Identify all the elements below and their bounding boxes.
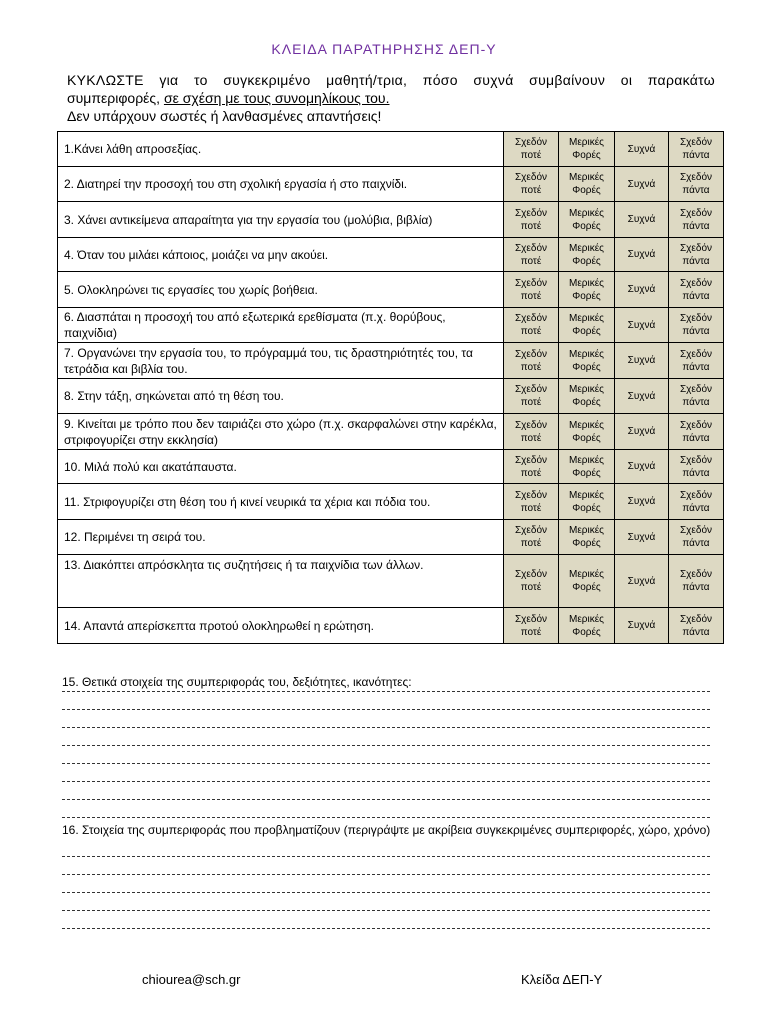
option-often-label: Συχνά bbox=[627, 178, 656, 190]
option-often-label: Συχνά bbox=[627, 284, 656, 295]
option-almost-never[interactable] bbox=[504, 484, 559, 520]
option-almost-always-label: πάντα bbox=[682, 150, 710, 161]
option-sometimes-label: Φορές bbox=[572, 361, 601, 373]
option-often-label: Συχνά bbox=[627, 620, 656, 631]
option-often-label: Συχνά bbox=[627, 319, 656, 331]
rating-table-body bbox=[58, 132, 724, 644]
option-sometimes-label: Φορές bbox=[572, 150, 601, 161]
option-sometimes[interactable] bbox=[559, 343, 615, 379]
option-often-label: Συχνά bbox=[627, 390, 656, 402]
question-text: 9. Κινείται με τρόπο που δεν ταιριάζει στο χώρο (π.χ. σκαρφαλώνει στην καρέκλα, στριφογυρίζει στην εκκλησία) bbox=[58, 414, 504, 450]
option-sometimes-label: Φορές bbox=[572, 502, 601, 514]
option-almost-always[interactable] bbox=[669, 132, 724, 167]
answer-line[interactable] bbox=[62, 910, 710, 911]
option-almost-never-label: ποτέ bbox=[520, 467, 542, 479]
question-row bbox=[58, 238, 724, 272]
option-almost-always[interactable] bbox=[669, 484, 724, 520]
option-almost-never-label: ποτέ bbox=[520, 582, 542, 593]
option-almost-never-label: Σχεδόν bbox=[514, 277, 548, 289]
option-almost-always-label: Σχεδόν bbox=[679, 569, 713, 580]
question-row bbox=[58, 308, 724, 343]
option-almost-never[interactable] bbox=[504, 520, 559, 555]
option-almost-always-label: Σχεδόν bbox=[679, 525, 713, 536]
option-almost-always-label: πάντα bbox=[682, 326, 710, 337]
option-almost-always-label: Σχεδόν bbox=[679, 207, 713, 219]
option-almost-always-label: Σχεδόν bbox=[679, 277, 713, 289]
option-almost-never-label: ποτέ bbox=[520, 397, 542, 408]
option-almost-never-label: ποτέ bbox=[520, 326, 542, 337]
option-almost-never-label: Σχεδόν bbox=[514, 525, 548, 536]
question-row bbox=[58, 484, 724, 520]
option-sometimes-label: Μερικές bbox=[569, 348, 604, 360]
option-almost-never[interactable] bbox=[504, 132, 559, 167]
instructions-line-1: ΚΥΚΛΩΣΤΕ για το συγκεκριμένο μαθητή/τρια, πόσο συχνά συμβαίνουν οι παρακάτω bbox=[67, 72, 715, 88]
question-text: 11. Στριφογυρίζει στη θέση του ή κινεί νευρικά τα χέρια και πόδια του. bbox=[58, 484, 504, 520]
footer-document-name: Κλείδα ΔΕΠ-Υ bbox=[521, 972, 603, 987]
option-sometimes[interactable] bbox=[559, 308, 615, 343]
option-almost-never-label: ποτέ bbox=[520, 502, 542, 514]
option-sometimes[interactable] bbox=[559, 167, 615, 202]
option-often-label: Συχνά bbox=[627, 355, 656, 366]
instructions-line-3: Δεν υπάρχουν σωστές ή λανθασμένες απαντήσεις! bbox=[67, 108, 382, 124]
option-almost-always[interactable] bbox=[669, 272, 724, 308]
option-almost-always-label: Σχεδόν bbox=[679, 384, 713, 395]
option-sometimes-label: Μερικές bbox=[569, 137, 604, 148]
option-almost-always-label: πάντα bbox=[682, 502, 710, 514]
option-sometimes[interactable] bbox=[559, 450, 615, 484]
option-almost-always-label: Σχεδόν bbox=[679, 242, 713, 254]
option-almost-always-label: πάντα bbox=[682, 361, 710, 373]
answer-line[interactable] bbox=[62, 892, 710, 893]
option-almost-never[interactable] bbox=[504, 272, 559, 308]
option-almost-always[interactable] bbox=[669, 238, 724, 272]
option-sometimes[interactable] bbox=[559, 238, 615, 272]
option-almost-never-label: ποτέ bbox=[520, 150, 542, 161]
instructions-line-2-text: συμπεριφορές, bbox=[67, 90, 164, 106]
option-almost-always[interactable] bbox=[669, 167, 724, 202]
option-sometimes-label: Μερικές bbox=[569, 489, 604, 501]
option-often-label: Συχνά bbox=[627, 496, 656, 507]
option-almost-always-label: Σχεδόν bbox=[679, 313, 713, 324]
option-almost-never-label: Σχεδόν bbox=[514, 384, 548, 395]
option-almost-always[interactable] bbox=[669, 343, 724, 379]
option-almost-never[interactable] bbox=[504, 202, 559, 238]
option-almost-never-label: Σχεδόν bbox=[514, 207, 548, 219]
option-sometimes-label: Μερικές bbox=[569, 419, 604, 431]
option-almost-always[interactable] bbox=[669, 450, 724, 484]
option-almost-never-label: Σχεδόν bbox=[514, 454, 548, 466]
option-often[interactable] bbox=[615, 167, 669, 202]
question-text: 13. Διακόπτει απρόσκλητα τις συζητήσεις ή τα παιχνίδια των άλλων. bbox=[58, 555, 504, 608]
answer-line[interactable] bbox=[62, 856, 710, 857]
option-almost-always[interactable] bbox=[669, 555, 724, 608]
option-almost-always-label: πάντα bbox=[682, 432, 710, 444]
option-almost-never-label: ποτέ bbox=[520, 290, 542, 302]
option-almost-never[interactable] bbox=[504, 555, 559, 608]
option-often[interactable] bbox=[615, 132, 669, 167]
option-often-label: Συχνά bbox=[627, 249, 656, 260]
option-sometimes-label: Φορές bbox=[572, 220, 601, 232]
answer-line[interactable] bbox=[62, 727, 710, 728]
option-sometimes[interactable] bbox=[559, 272, 615, 308]
rating-table bbox=[57, 131, 724, 644]
section-16-heading: 16. Στοιχεία της συμπεριφοράς που προβληματίζουν (περιγράψτε με ακρίβεια συγκεκριμένες συμπεριφορές, χώρο, χρόνο) bbox=[62, 823, 711, 837]
option-almost-always-label: πάντα bbox=[682, 467, 710, 479]
answer-line[interactable] bbox=[62, 928, 710, 929]
option-often[interactable] bbox=[615, 238, 669, 272]
option-often[interactable] bbox=[615, 308, 669, 343]
option-almost-never-label: ποτέ bbox=[520, 432, 542, 444]
answer-line[interactable] bbox=[62, 709, 710, 710]
option-almost-never[interactable] bbox=[504, 308, 559, 343]
page-title: ΚΛΕΙΔΑ ΠΑΡΑΤΗΡΗΣΗΣ ΔΕΠ-Υ bbox=[271, 41, 497, 57]
option-sometimes[interactable] bbox=[559, 520, 615, 555]
instructions-underlined-text: σε σχέση με τους συνομηλίκους του. bbox=[163, 90, 390, 106]
question-row bbox=[58, 555, 724, 608]
option-almost-always[interactable] bbox=[669, 414, 724, 450]
option-often[interactable] bbox=[615, 520, 669, 555]
option-often[interactable] bbox=[615, 555, 669, 608]
question-text: 5. Ολοκληρώνει τις εργασίες του χωρίς βοήθεια. bbox=[58, 272, 504, 308]
option-sometimes[interactable] bbox=[559, 484, 615, 520]
option-sometimes-label: Φορές bbox=[572, 467, 601, 479]
option-almost-always-label: πάντα bbox=[682, 255, 710, 267]
option-almost-always-label: Σχεδόν bbox=[679, 137, 713, 148]
option-often[interactable] bbox=[615, 343, 669, 379]
option-almost-always-label: πάντα bbox=[682, 185, 710, 196]
option-almost-always-label: πάντα bbox=[682, 290, 710, 302]
option-almost-never[interactable] bbox=[504, 238, 559, 272]
option-often-label: Συχνά bbox=[627, 214, 656, 225]
option-almost-always[interactable] bbox=[669, 308, 724, 343]
answer-line[interactable] bbox=[62, 799, 710, 800]
option-almost-never[interactable] bbox=[504, 379, 559, 414]
option-almost-never-label: ποτέ bbox=[520, 220, 542, 232]
option-sometimes-label: Μερικές bbox=[569, 207, 604, 219]
option-often-label: Συχνά bbox=[627, 575, 656, 587]
question-row bbox=[58, 608, 724, 644]
option-almost-never-label: Σχεδόν bbox=[514, 313, 548, 324]
option-almost-always-label: πάντα bbox=[682, 397, 710, 408]
option-almost-never-label: ποτέ bbox=[520, 538, 542, 549]
option-almost-never-label: ποτέ bbox=[520, 255, 542, 267]
option-almost-never-label: Σχεδόν bbox=[514, 613, 548, 625]
option-almost-always-label: πάντα bbox=[682, 582, 710, 593]
footer-email: chiourea@sch.gr bbox=[142, 972, 241, 987]
question-text: 14. Απαντά απερίσκεπτα προτού ολοκληρωθεί η ερώτηση. bbox=[58, 608, 504, 644]
option-often-label: Συχνά bbox=[627, 531, 656, 543]
option-sometimes-label: Φορές bbox=[572, 290, 601, 302]
option-almost-never-label: Σχεδόν bbox=[514, 348, 548, 360]
option-sometimes-label: Μερικές bbox=[569, 384, 604, 395]
option-almost-never-label: Σχεδόν bbox=[514, 489, 548, 501]
option-almost-never[interactable] bbox=[504, 167, 559, 202]
question-row bbox=[58, 343, 724, 379]
option-sometimes[interactable] bbox=[559, 132, 615, 167]
option-sometimes-label: Φορές bbox=[572, 626, 601, 638]
option-often[interactable] bbox=[615, 608, 669, 644]
option-almost-always-label: Σχεδόν bbox=[679, 172, 713, 183]
question-text: 8. Στην τάξη, σηκώνεται από τη θέση του. bbox=[58, 379, 504, 414]
question-text: 4. Όταν του μιλάει κάποιος, μοιάζει να μην ακούει. bbox=[58, 238, 504, 272]
option-often[interactable] bbox=[615, 450, 669, 484]
question-text: 12. Περιμένει τη σειρά του. bbox=[58, 520, 504, 555]
question-text: 3. Χάνει αντικείμενα απαραίτητα για την εργασία του (μολύβια, βιβλία) bbox=[58, 202, 504, 238]
option-sometimes[interactable] bbox=[559, 379, 615, 414]
question-row bbox=[58, 520, 724, 555]
option-sometimes-label: Μερικές bbox=[569, 313, 604, 324]
option-often[interactable] bbox=[615, 414, 669, 450]
option-almost-always-label: Σχεδόν bbox=[679, 454, 713, 466]
question-row bbox=[58, 414, 724, 450]
option-sometimes[interactable] bbox=[559, 608, 615, 644]
option-sometimes-label: Φορές bbox=[572, 432, 601, 444]
answer-line[interactable] bbox=[62, 745, 710, 746]
option-sometimes-label: Μερικές bbox=[569, 172, 604, 183]
option-sometimes-label: Φορές bbox=[572, 185, 601, 196]
option-almost-never-label: Σχεδόν bbox=[514, 137, 548, 148]
option-often-label: Συχνά bbox=[627, 143, 656, 155]
answer-line[interactable] bbox=[62, 874, 710, 875]
question-row bbox=[58, 272, 724, 308]
option-almost-always-label: Σχεδόν bbox=[679, 613, 713, 625]
option-often[interactable] bbox=[615, 272, 669, 308]
option-almost-never[interactable] bbox=[504, 343, 559, 379]
option-almost-always-label: Σχεδόν bbox=[679, 419, 713, 431]
option-sometimes[interactable] bbox=[559, 555, 615, 608]
answer-line[interactable] bbox=[62, 691, 710, 692]
instructions bbox=[67, 71, 715, 125]
option-sometimes-label: Φορές bbox=[572, 582, 601, 593]
option-sometimes[interactable] bbox=[559, 414, 615, 450]
question-row bbox=[58, 167, 724, 202]
option-almost-never[interactable] bbox=[504, 608, 559, 644]
question-row bbox=[58, 379, 724, 414]
option-sometimes-label: Μερικές bbox=[569, 277, 604, 289]
option-almost-never[interactable] bbox=[504, 450, 559, 484]
option-almost-never-label: Σχεδόν bbox=[514, 419, 548, 431]
question-row bbox=[58, 202, 724, 238]
question-text: 2. Διατηρεί την προσοχή του στη σχολική εργασία ή στο παιχνίδι. bbox=[58, 167, 504, 202]
option-often[interactable] bbox=[615, 379, 669, 414]
option-sometimes-label: Μερικές bbox=[569, 525, 604, 536]
option-almost-never-label: Σχεδόν bbox=[514, 569, 548, 580]
option-sometimes-label: Φορές bbox=[572, 326, 601, 337]
question-text: 7. Οργανώνει την εργασία του, το πρόγραμμά του, τις δραστηριότητές του, τα τετράδια και βιβλία του. bbox=[58, 343, 504, 379]
answer-line[interactable] bbox=[62, 817, 710, 818]
option-almost-always-label: πάντα bbox=[682, 220, 710, 232]
option-almost-always-label: Σχεδόν bbox=[679, 348, 713, 360]
option-often[interactable] bbox=[615, 202, 669, 238]
option-almost-never-label: ποτέ bbox=[520, 626, 542, 638]
option-sometimes-label: Μερικές bbox=[569, 454, 604, 466]
option-almost-never-label: Σχεδόν bbox=[514, 172, 548, 183]
option-almost-always[interactable] bbox=[669, 520, 724, 555]
question-text: 6. Διασπάται η προσοχή του από εξωτερικά ερεθίσματα (π.χ. θορύβους, παιχνίδια) bbox=[58, 308, 504, 343]
option-almost-always[interactable] bbox=[669, 379, 724, 414]
option-almost-never-label: ποτέ bbox=[520, 361, 542, 373]
question-row bbox=[58, 450, 724, 484]
answer-line[interactable] bbox=[62, 781, 710, 782]
option-almost-never-label: Σχεδόν bbox=[514, 242, 548, 254]
question-text: 10. Μιλά πολύ και ακατάπαυστα. bbox=[58, 450, 504, 484]
option-sometimes-label: Μερικές bbox=[569, 242, 604, 254]
option-sometimes-label: Φορές bbox=[572, 397, 601, 408]
option-almost-always-label: πάντα bbox=[682, 538, 710, 549]
question-text: 1.Κάνει λάθη απροσεξίας. bbox=[58, 132, 504, 167]
option-often-label: Συχνά bbox=[627, 461, 656, 472]
option-sometimes-label: Μερικές bbox=[569, 569, 604, 580]
instructions-line-2 bbox=[67, 89, 715, 107]
option-almost-always-label: πάντα bbox=[682, 626, 710, 638]
option-sometimes-label: Φορές bbox=[572, 255, 601, 267]
question-row bbox=[58, 132, 724, 167]
option-often-label: Συχνά bbox=[627, 426, 656, 437]
option-almost-always-label: Σχεδόν bbox=[679, 489, 713, 501]
section-15-heading: 15. Θετικά στοιχεία της συμπεριφοράς του, δεξιότητες, ικανότητες: bbox=[62, 675, 412, 689]
answer-line[interactable] bbox=[62, 763, 710, 764]
option-almost-never[interactable] bbox=[504, 414, 559, 450]
option-almost-never-label: ποτέ bbox=[520, 185, 542, 196]
option-sometimes-label: Μερικές bbox=[569, 613, 604, 625]
option-almost-always[interactable] bbox=[669, 608, 724, 644]
option-sometimes[interactable] bbox=[559, 202, 615, 238]
option-almost-always[interactable] bbox=[669, 202, 724, 238]
option-often[interactable] bbox=[615, 484, 669, 520]
option-sometimes-label: Φορές bbox=[572, 538, 601, 549]
